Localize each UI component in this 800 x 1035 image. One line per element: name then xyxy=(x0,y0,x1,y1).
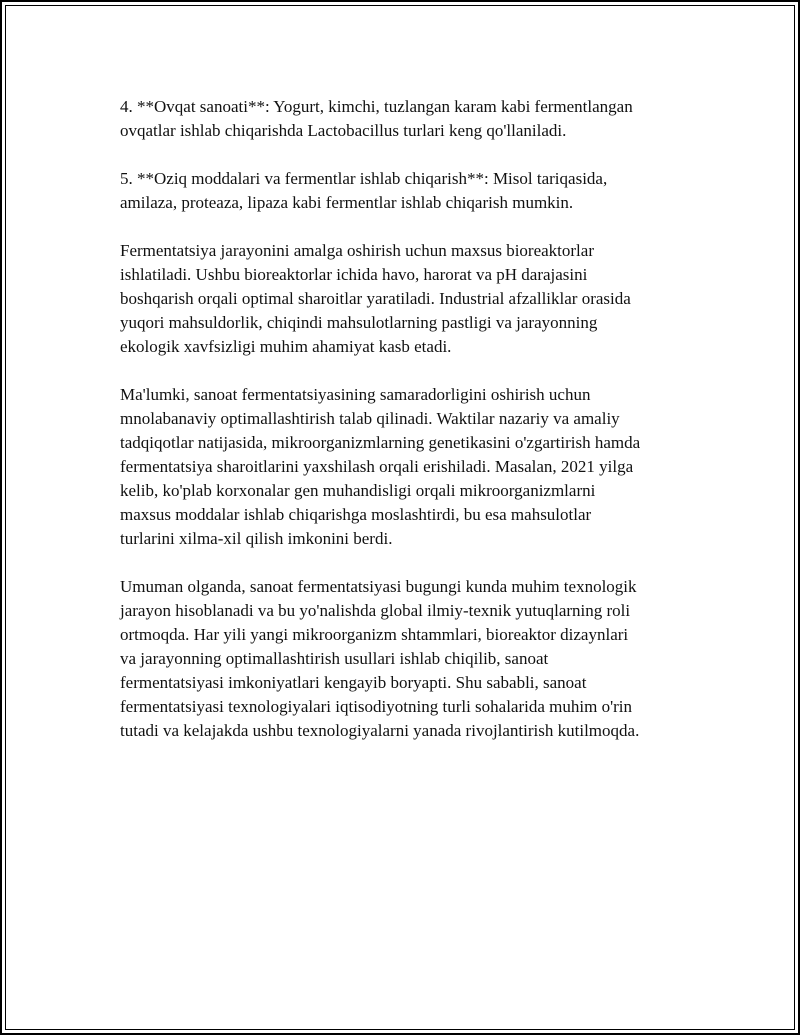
text-line: mnolabanaviy optimallashtirish talab qilinadi. Waktilar nazariy va amaliy xyxy=(120,409,620,428)
text-line: jarayon hisoblanadi va bu yo'nalishda global ilmiy-texnik yutuqlarning roli xyxy=(120,601,631,620)
paragraph xyxy=(120,575,690,743)
text-line: fermentatsiya sharoitlarini yaxshilash orqali erishiladi. Masalan, 2021 yilga xyxy=(120,457,634,476)
text-line: tadqiqotlar natijasida, mikroorganizmlarning genetikasini o'zgartirish hamda xyxy=(120,433,641,452)
text-line: Ma'lumki, sanoat fermentatsiyasining samaradorligini oshirish uchun xyxy=(120,385,591,404)
text-line: yuqori mahsuldorlik, chiqindi mahsulotlarning pastligi va jarayonning xyxy=(120,313,598,332)
text-line: Fermentatsiya jarayonini amalga oshirish uchun maxsus bioreaktorlar xyxy=(120,241,594,260)
text-line: ovqatlar ishlab chiqarishda Lactobacillus turlari keng qo'llaniladi. xyxy=(120,121,567,140)
text-line: Umuman olganda, sanoat fermentatsiyasi bugungi kunda muhim texnologik xyxy=(120,577,637,596)
text-line: va jarayonning optimallashtirish usullari ishlab chiqilib, sanoat xyxy=(120,649,549,668)
text-line: fermentatsiyasi texnologiyalari iqtisodiyotning turli sohalarida muhim o'rin xyxy=(120,697,633,716)
text-line: 5. **Oziq moddalari va fermentlar ishlab chiqarish**: Misol tariqasida, xyxy=(120,169,608,188)
paragraph xyxy=(120,95,690,143)
text-line: ortmoqda. Har yili yangi mikroorganizm shtammlari, bioreaktor dizaynlari xyxy=(120,625,629,644)
paragraph xyxy=(120,167,690,215)
text-line: ekologik xavfsizligi muhim ahamiyat kasb etadi. xyxy=(120,337,452,356)
text-line: tutadi va kelajakda ushbu texnologiyalarni yanada rivojlantirish kutilmoqda. xyxy=(120,721,640,740)
text-line: kelib, ko'plab korxonalar gen muhandisligi orqali mikroorganizmlarni xyxy=(120,481,596,500)
text-line: fermentatsiyasi imkoniyatlari kengayib boryapti. Shu sababli, sanoat xyxy=(120,673,587,692)
text-line: 4. **Ovqat sanoati**: Yogurt, kimchi, tuzlangan karam kabi fermentlangan xyxy=(120,97,633,116)
paragraph xyxy=(120,383,690,551)
text-line: maxsus moddalar ishlab chiqarishga moslashtirdi, bu esa mahsulotlar xyxy=(120,505,592,524)
document-body xyxy=(120,95,690,767)
text-line: amilaza, proteaza, lipaza kabi fermentlar ishlab chiqarish mumkin. xyxy=(120,193,574,212)
text-line: ishlatiladi. Ushbu bioreaktorlar ichida havo, harorat va pH darajasini xyxy=(120,265,588,284)
paragraph xyxy=(120,239,690,359)
text-line: turlarini xilma-xil qilish imkonini berdi. xyxy=(120,529,393,548)
text-line: boshqarish orqali optimal sharoitlar yaratiladi. Industrial afzalliklar orasida xyxy=(120,289,631,308)
